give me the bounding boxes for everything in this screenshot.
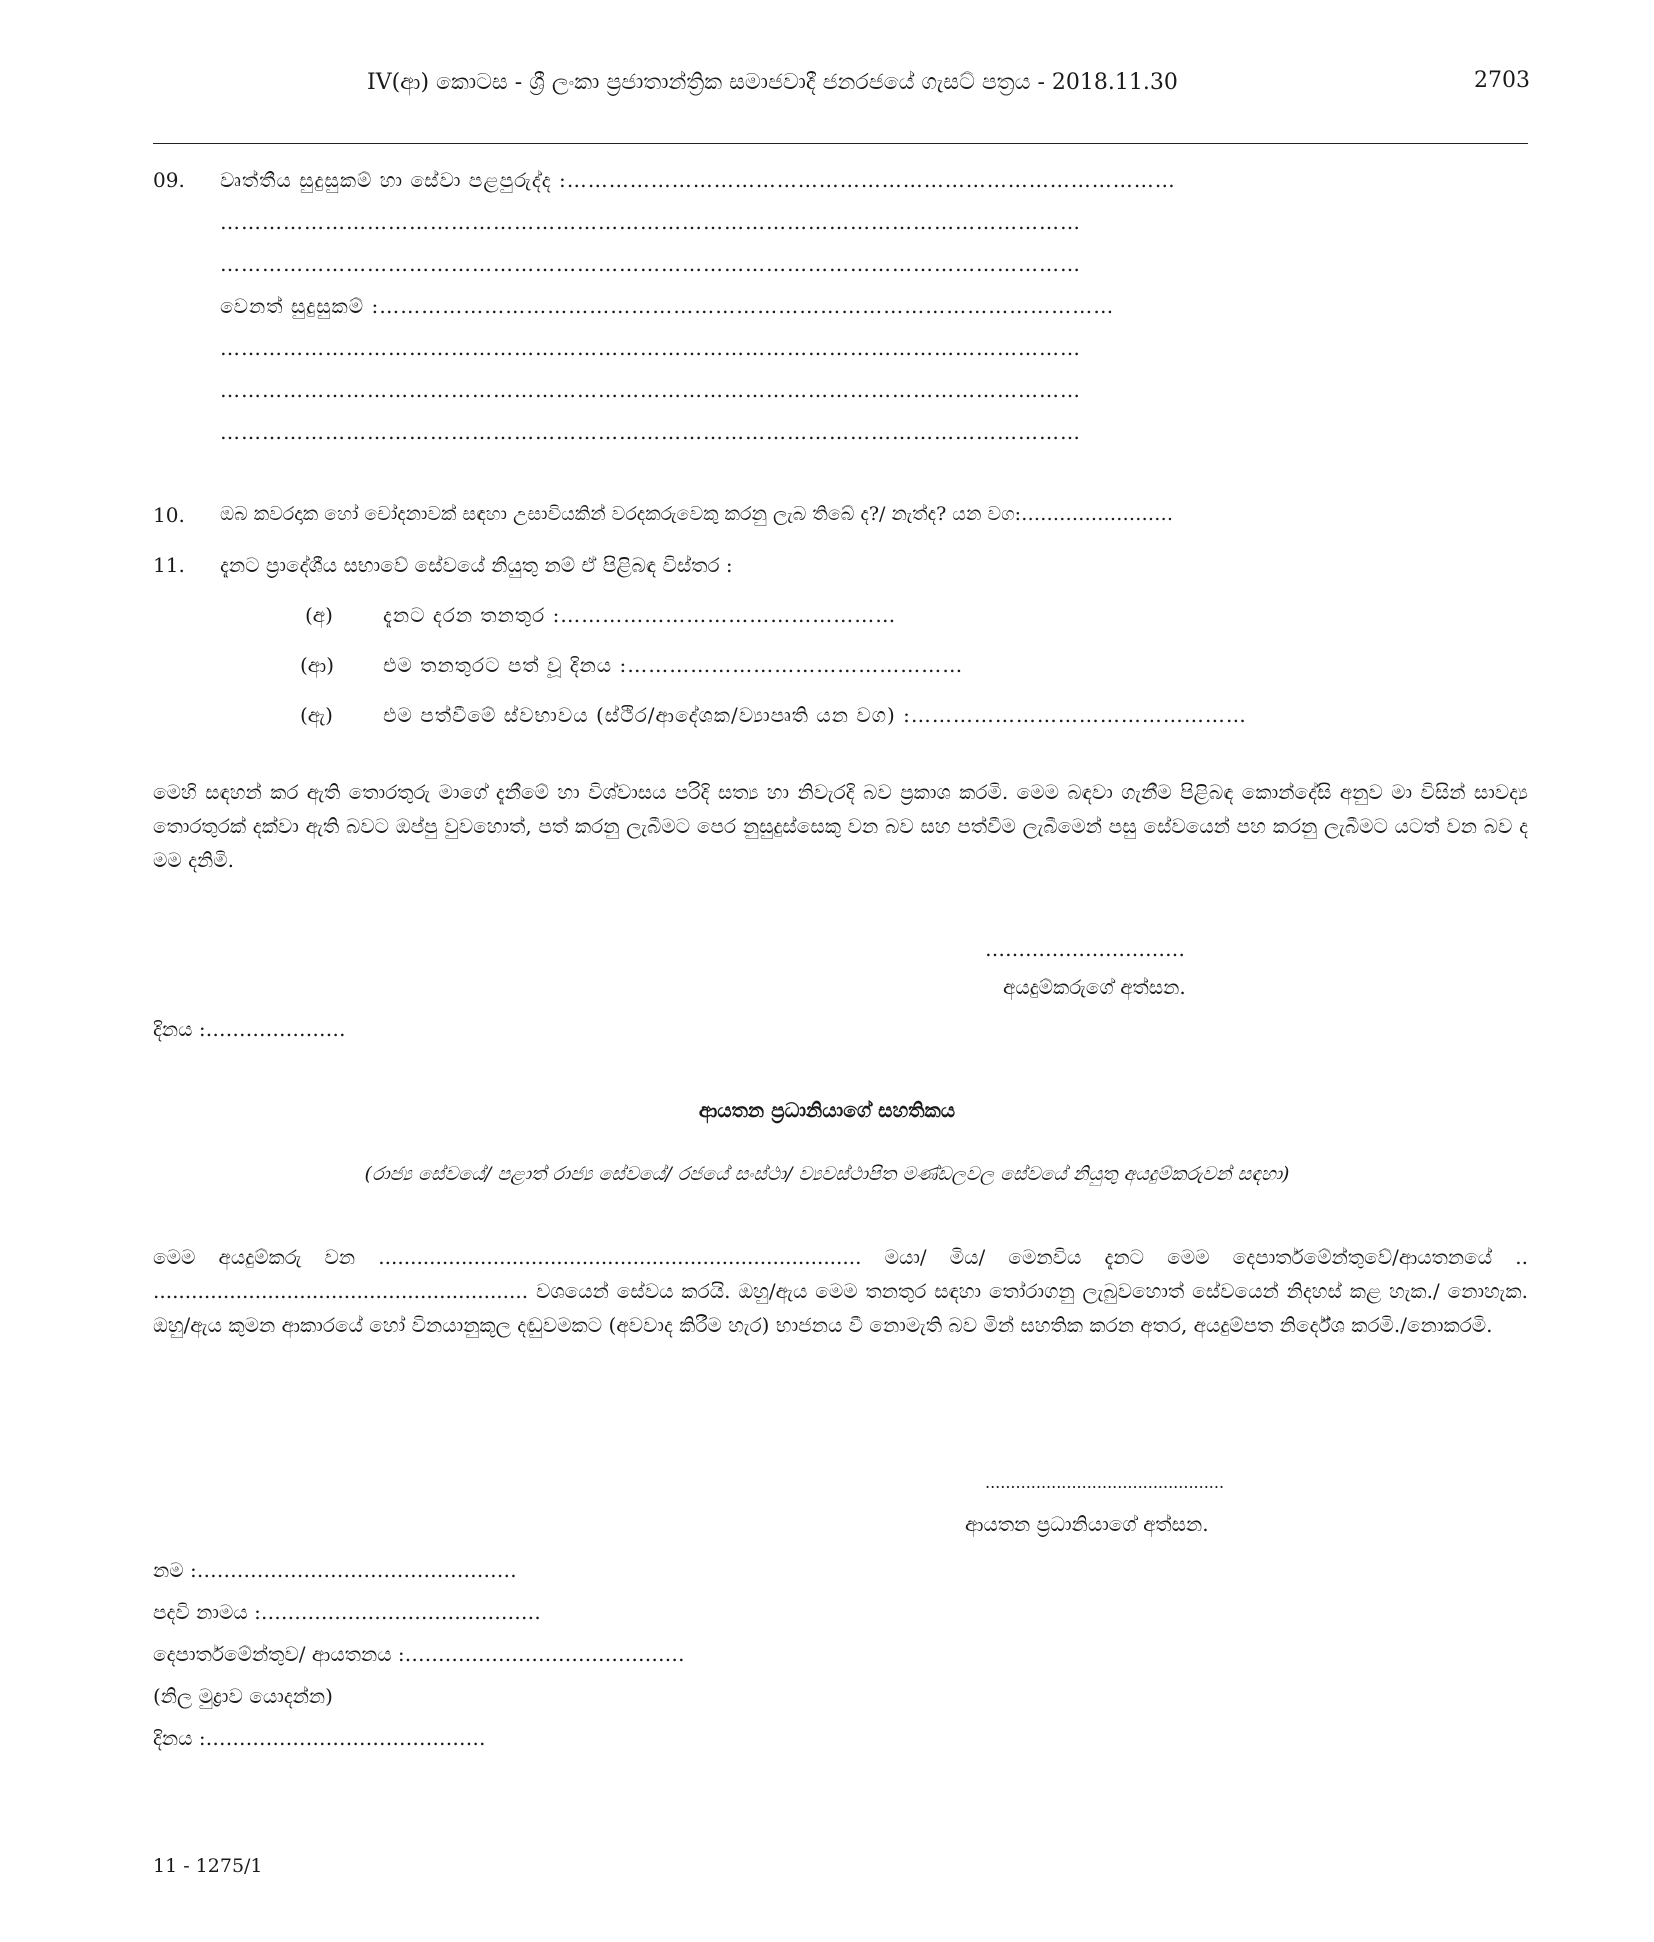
head-signature-label: ආයතන ප්‍රධානියාගේ අත්සන.	[965, 1512, 1209, 1536]
applicant-signature-dots: …………………………	[985, 937, 1185, 961]
page-header-title: IV(ආ) කොටස - ශ්‍රී ලංකා ප්‍රජාතාන්ත්‍රික සමාජවාදී ජනරජයේ ගැසට් පත්‍රය - 2018.11.30	[367, 70, 1178, 95]
designation-field: පදවි නාමය :……………………………………	[153, 1600, 541, 1624]
section-9-line: ……………………………………………………………………………………………………………	[220, 336, 1081, 360]
sub-item-text: එම තනතුරට පත් වූ දිනය :…………………………………………	[383, 653, 964, 677]
department-field: දෙපාර්තමේන්තුව/ ආයතනය :……………………………………	[153, 1642, 685, 1666]
section-9-line: ……………………………………………………………………………………………………………	[220, 252, 1081, 276]
sub-item-label: (ඇ)	[300, 703, 333, 727]
head-signature-dots: ...............................................	[985, 1473, 1225, 1492]
sub-item-text: එම පත්වීමේ ස්වභාවය (ස්ථිර/ආදේශක/ව්‍යාපෘති යන වග) :…………………………………………	[383, 703, 1247, 727]
certificate-subtitle: (රාජ්‍ය සේවයේ/ පළාත් රාජ්‍ය සේවයේ/ රජයේ සංස්ථා/ ව්‍යවස්ථාපිත මණ්ඩලවල සේවයේ නියුතු අයදුම්කරුවන් සඳහා)	[364, 1163, 1290, 1185]
section-9-line: ……………………………………………………………………………………………………………	[220, 378, 1081, 402]
certificate-title: ආයතන ප්‍රධානියාගේ සහතිකය	[698, 1098, 956, 1122]
section-9-line: වෘත්තීය සුදුසුකම් හා සේවා පළපුරුද්ද :……………………………………………………………………………	[220, 168, 1176, 192]
applicant-signature-label: අයදුම්කරුගේ අත්සන.	[1003, 975, 1186, 999]
date-line: දිනය :…………………	[153, 1017, 346, 1041]
official-seal-note: (නිල මුද්‍රාව යොදන්න)	[153, 1684, 333, 1708]
sub-item-label: (ආ)	[300, 653, 335, 677]
section-9-line: ……………………………………………………………………………………………………………	[220, 420, 1081, 444]
section-11-number: 11.	[153, 553, 185, 577]
name-field: නම :…………………………………………	[153, 1558, 517, 1582]
section-11-text: දැනට ප්‍රාදේශීය සභාවේ සේවයේ නියුතු නම් ඒ පිළිබඳ විස්තර :	[220, 553, 733, 577]
sub-item-text: දැනට දරන තනතුර :…………………………………………	[383, 603, 897, 627]
page-number: 2703	[1474, 68, 1530, 93]
certificate-body: මෙම අයදුම්කරු වන ............................................................................ මයා/ මිය/ මෙනවිය දැනට මෙම දෙපාර්තමේන්තුවේ/ආයතනයේ .. ........................................................... වශයෙන් සේවය කරයි. ඔහු/ඇය මෙම තනතුර සඳහා තෝරාගනු ලැබුවහොත් සේවයෙන් නිදහස් කළ හැක./ නොහැක. ඔහු/ඇය කුමන ආකාරයේ හෝ විනයානුකූල දඬුවමකට (අවවාද කිරීම හැර) භාජනය වී නොමැති බව මින් සහතික කරන අතර, අයදුම්පත නිර්දේශ කරමි./නොකරමි.	[153, 1245, 1528, 1337]
sub-item-label: (අ)	[305, 603, 333, 627]
other-qualifications-line: වෙනත් සුදුසුකම් :……………………………………………………………………………………………	[220, 294, 1115, 318]
section-9-number: 09.	[153, 168, 185, 192]
header-rule	[153, 143, 1528, 144]
section-10-number: 10.	[153, 503, 185, 527]
section-9-line: ……………………………………………………………………………………………………………	[220, 210, 1081, 234]
footer-date-field: දිනය :……………………………………	[153, 1726, 486, 1750]
section-10-text: ඔබ කවරදාක හෝ චෝදනාවක් සඳහා උසාවියකින් වරදකරුවෙකු කරනු ලැබ තිබේ ද?/ නැත්ද? යන වග:……………………	[220, 503, 1174, 525]
footer-code: 11 - 1275/1	[153, 1855, 263, 1877]
declaration-paragraph: මෙහි සඳහන් කර ඇති තොරතුරු මාගේ දැනීමේ හා විශ්වාසය පරිදි සත්‍ය හා නිවැරදි බව ප්‍රකාශ කරමි. මෙම බඳවා ගැනීම පිළිබඳ කොන්දේසි අනුව මා විසින් සාවද්‍ය තොරතුරක් දක්වා ඇති බවට ඔප්පු වුවහොත්, පත් කරනු ලැබීමට පෙර නුසුදුස්සෙකු වන බව සහ පත්වීම ලැබීමෙන් පසු සේවයෙන් පහ කරනු ලැබීමට යටත් වන බව ද මම දනිමි.	[153, 780, 1528, 872]
